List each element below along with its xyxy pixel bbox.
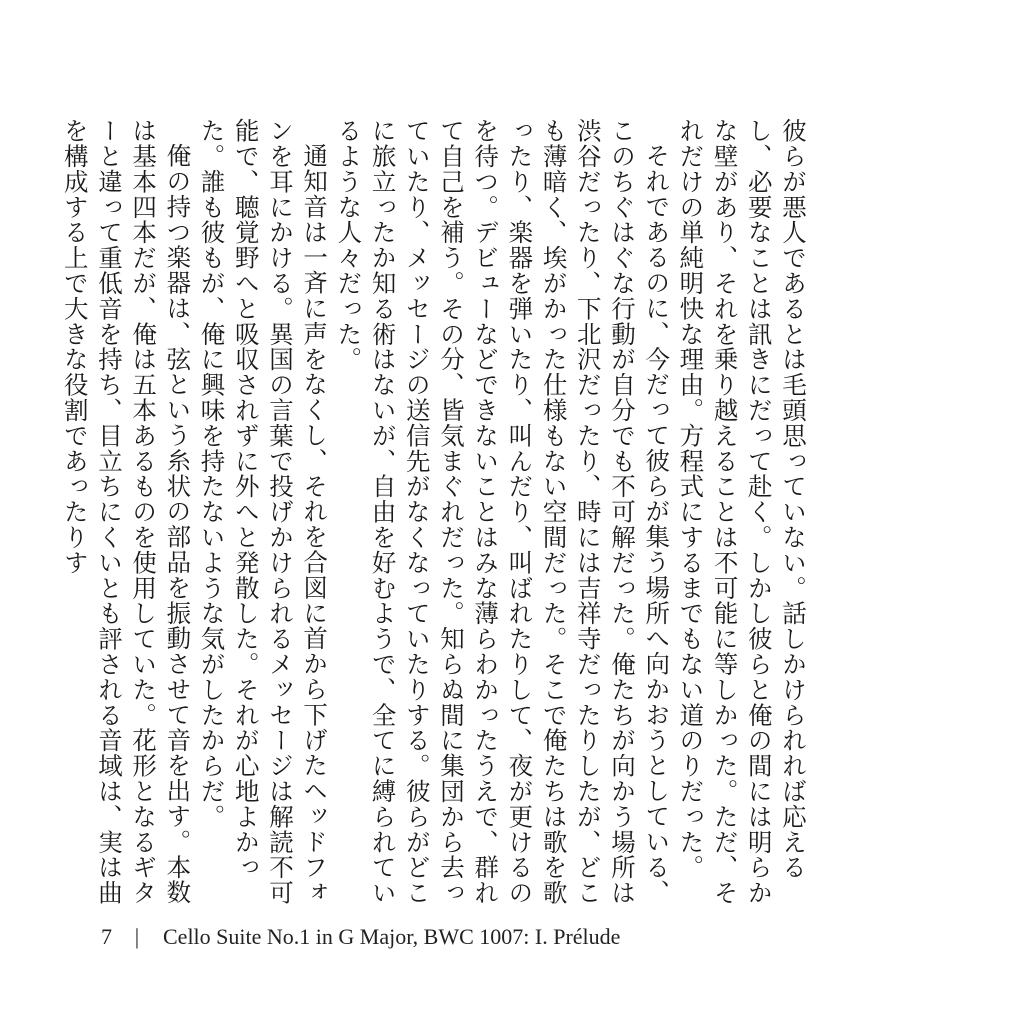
page-footer xyxy=(101,922,620,952)
paragraph-4: 俺の持つ楽器は、弦という糸状の部品を振動させて音を出す。本数は基本四本だが、俺は五本あるものを使用していた。花形となるギターと違って重低音を持ち、目立ちにくいとも評される音域は、実は曲を構成する上で大きな役割であったりす xyxy=(60,118,193,906)
vertical-body-text xyxy=(60,118,810,908)
footer-separator: | xyxy=(134,924,140,949)
page-number: 7 xyxy=(101,924,112,949)
running-title: Cello Suite No.1 in G Major, BWC 1007: I. Prélude xyxy=(163,924,621,949)
paragraph-1: 彼らが悪人であるとは毛頭思っていない。話しかけられれば応えるし、必要なことは訊きにだって赴く。しかし彼らと俺の間には明らかな壁があり、それを乗り越えることは不可能に等しかった。ただ、それだけの単純明快な理由。方程式にするまでもない道のりだった。 xyxy=(676,118,808,906)
paragraph-3: 通知音は一斉に声をなくし、それを合図に首から下げたヘッドフォンを耳にかける。異国の言葉で投げかけられるメッセージは解読不可能で、聴覚野へと吸収されずに外へと発散した。それが心地よかった。誰も彼もが、俺に興味を持たないような気がしたからだ。 xyxy=(197,118,330,906)
paragraph-2: それであるのに、今だって彼らが集う場所へ向かおうとしている、このちぐはぐな行動が自分でも不可解だった。俺たちが向かう場所は渋谷だったり、下北沢だったり、時には吉祥寺だったりしたが、どこも薄暗く、埃がかった仕様もない空間だった。そこで俺たちは歌を歌ったり、楽器を弾いたり、叫んだり、叫ばれたりして、夜が更けるのを待つ。デビューなどできないことはみな薄らわかったうえで、群れて自己を補う。その分、皆気まぐれだった。知らぬ間に集団から去っていたり、メッセージの送信先がなくなっていたりする。彼らがどこに旅立ったか知る術はないが、自由を好むようで、全てに縛られているような人々だった。 xyxy=(334,118,672,906)
